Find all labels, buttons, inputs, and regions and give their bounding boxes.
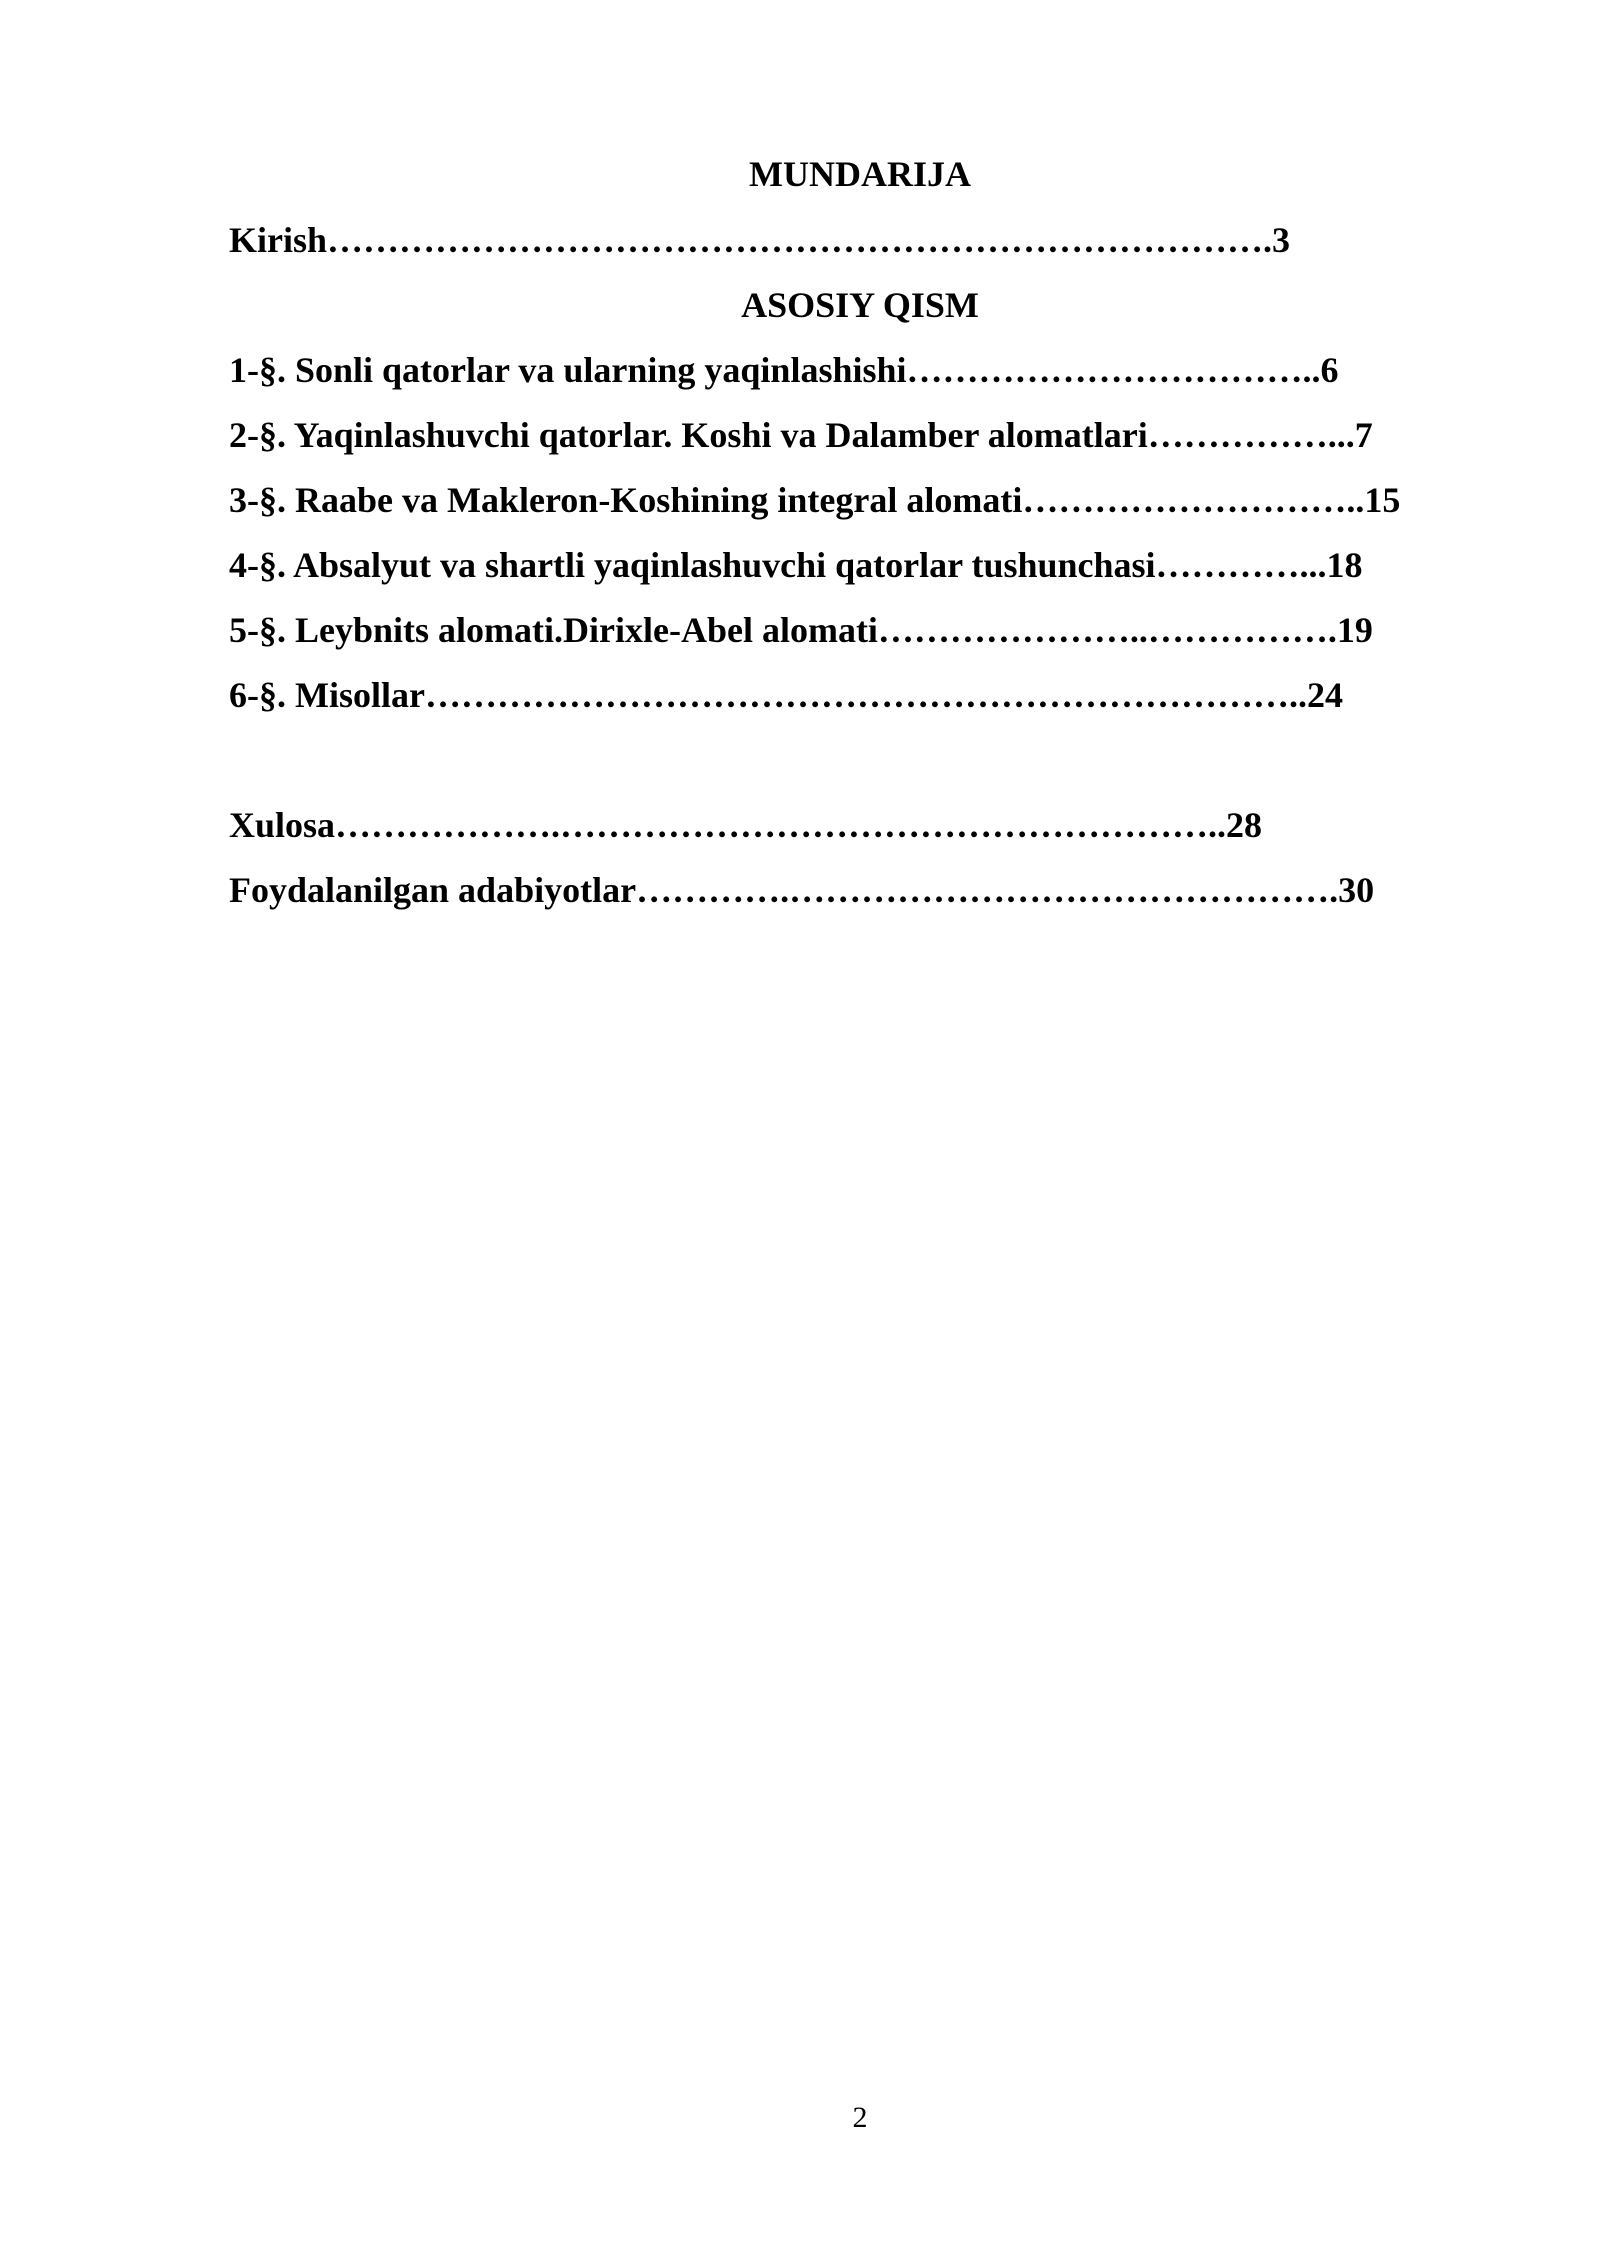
toc-entry-intro: Kirish…………………………………………………………………….3	[229, 220, 1291, 260]
page-number: 2	[852, 2101, 868, 2134]
toc-entry-chapter-2: 2-§. Yaqinlashuvchi qatorlar. Koshi va Dalamber alomatlari……………...7	[229, 415, 1373, 455]
section-heading: ASOSIY QISM	[741, 285, 979, 325]
toc-entry-references: Foydalanilgan adabiyotlar………….……………………………………….30	[229, 870, 1375, 910]
toc-entry-conclusion: Xulosa……………….………………………………………………..28	[229, 805, 1263, 845]
toc-title: MUNDARIJA	[749, 154, 971, 194]
toc-entry-chapter-1: 1-§. Sonli qatorlar va ularning yaqinlashishi……………………………..6	[229, 350, 1339, 390]
toc-entry-chapter-6: 6-§. Misollar………………………………………………………………..24	[229, 675, 1343, 715]
toc-entry-chapter-4: 4-§. Absalyut va shartli yaqinlashuvchi qatorlar tushunchasi…………...18	[229, 545, 1363, 585]
toc-entry-chapter-3: 3-§. Raabe va Makleron-Koshining integral alomati………………………..15	[229, 480, 1401, 520]
toc-entry-chapter-5: 5-§. Leybnits alomati.Dirixle-Abel alomati…………………..…………….19	[229, 610, 1373, 650]
